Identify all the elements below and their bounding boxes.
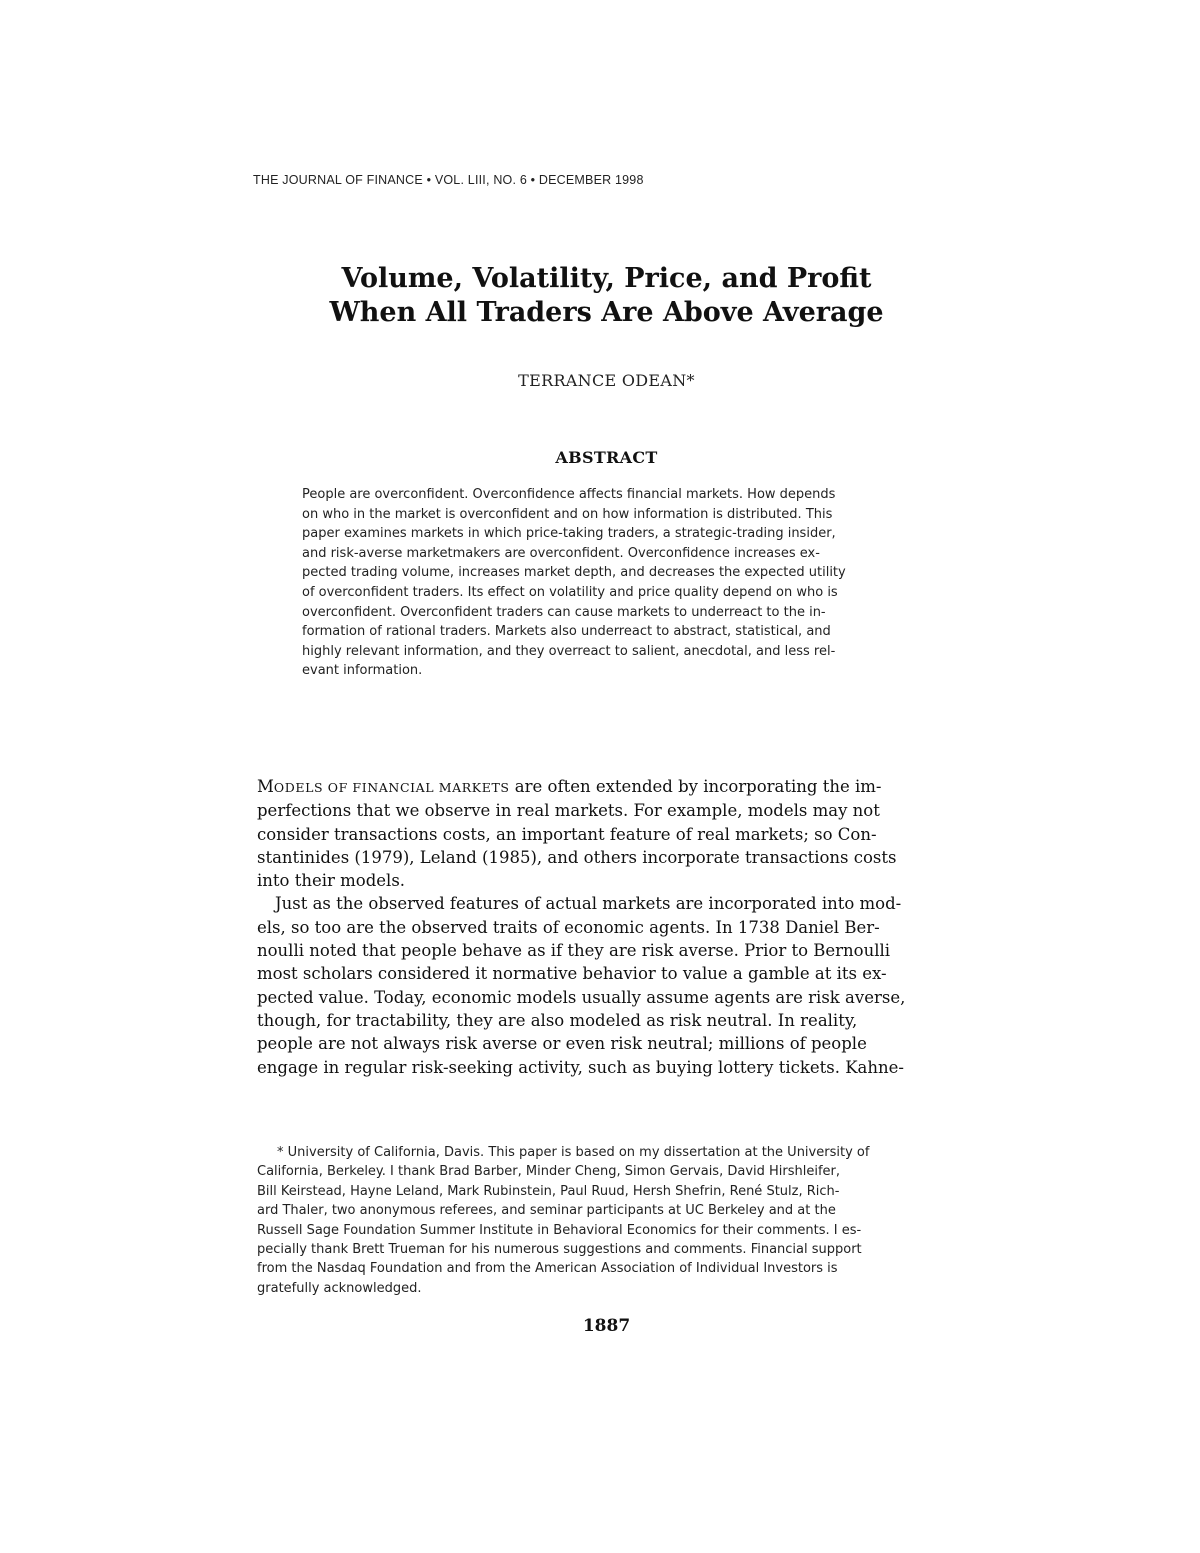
footnote-line: California, Berkeley. I thank Brad Barber, Minder Cheng, Simon Gervais, David Hirshleifer, bbox=[257, 1164, 841, 1180]
abstract-line: paper examines markets in which price-taking traders, a strategic-trading insider, bbox=[302, 526, 836, 542]
abstract-line: pected trading volume, increases market depth, and decreases the expected utility bbox=[302, 565, 846, 581]
footnote bbox=[257, 1143, 962, 1298]
footnote-line: pecially thank Brett Trueman for his numerous suggestions and comments. Financial support bbox=[257, 1242, 862, 1258]
lead-smallcaps: ODELS OF FINANCIAL MARKETS bbox=[273, 780, 510, 795]
body-line: though, for tractability, they are also modeled as risk neutral. In reality, bbox=[257, 1010, 858, 1030]
footnote-line: Bill Keirstead, Hayne Leland, Mark Rubinstein, Paul Ruud, Hersh Shefrin, René Stulz, Rich- bbox=[257, 1183, 840, 1199]
body-line: Just as the observed features of actual markets are incorporated into mod- bbox=[275, 894, 902, 914]
body-line: consider transactions costs, an important feature of real markets; so Con- bbox=[257, 824, 877, 844]
abstract-line: People are overconfident. Overconfidence affects financial markets. How depends bbox=[302, 487, 836, 502]
body-line: perfections that we observe in real markets. For example, models may not bbox=[257, 801, 880, 821]
running-head: THE JOURNAL OF FINANCE • VOL. LIII, NO. 6 • DECEMBER 1998 bbox=[253, 173, 644, 187]
abstract-line: on who in the market is overconfident and on how information is distributed. This bbox=[302, 506, 833, 522]
drop-capital: M bbox=[257, 777, 274, 796]
author-name: TERRANCE ODEAN* bbox=[518, 371, 695, 390]
abstract-line: evant information. bbox=[302, 663, 423, 679]
abstract-body bbox=[302, 485, 922, 681]
body-line: noulli noted that people behave as if they are risk averse. Prior to Bernoulli bbox=[257, 941, 891, 961]
abstract-line: of overconfident traders. Its effect on volatility and price quality depend on who is bbox=[302, 584, 838, 600]
abstract-heading: ABSTRACT bbox=[555, 448, 658, 467]
body-line: most scholars considered it normative behavior to value a gamble at its ex- bbox=[257, 964, 887, 984]
body-line: people are not always risk averse or even risk neutral; millions of people bbox=[257, 1034, 867, 1054]
footnote-line: * University of California, Davis. This paper is based on my dissertation at the University of bbox=[277, 1145, 870, 1160]
footnote-line: gratefully acknowledged. bbox=[257, 1280, 422, 1296]
body-line-first bbox=[257, 775, 962, 799]
body-line: engage in regular risk-seeking activity, such as buying lottery tickets. Kahne- bbox=[257, 1057, 904, 1077]
body-line: stantinides (1979), Leland (1985), and others incorporate transactions costs bbox=[257, 847, 897, 867]
article-title-line: Volume, Volatility, Price, and Profit bbox=[341, 263, 872, 294]
body-line-rest: are often extended by incorporating the im- bbox=[509, 777, 882, 796]
article-title bbox=[0, 262, 1200, 330]
footnote-line: ard Thaler, two anonymous referees, and seminar participants at UC Berkeley and at the bbox=[257, 1203, 836, 1219]
page-number: 1887 bbox=[582, 1316, 631, 1336]
body-line: into their models. bbox=[257, 871, 406, 891]
footnote-line: from the Nasdaq Foundation and from the American Association of Individual Investors is bbox=[257, 1261, 838, 1277]
body-line: els, so too are the observed traits of economic agents. In 1738 Daniel Ber- bbox=[257, 917, 880, 937]
footnote-line: Russell Sage Foundation Summer Institute in Behavioral Economics for their comments. I es- bbox=[257, 1222, 862, 1238]
article-title-line: When All Traders Are Above Average bbox=[329, 297, 884, 328]
body-line: pected value. Today, economic models usually assume agents are risk averse, bbox=[257, 987, 906, 1007]
abstract-line: formation of rational traders. Markets also underreact to abstract, statistical, and bbox=[302, 624, 831, 640]
abstract-line: and risk-averse marketmakers are overconfident. Overconfidence increases ex- bbox=[302, 545, 820, 561]
body-text bbox=[257, 775, 962, 1079]
abstract-line: overconfident. Overconfident traders can cause markets to underreact to the in- bbox=[302, 604, 826, 620]
abstract-line: highly relevant information, and they overreact to salient, anecdotal, and less rel- bbox=[302, 643, 836, 659]
